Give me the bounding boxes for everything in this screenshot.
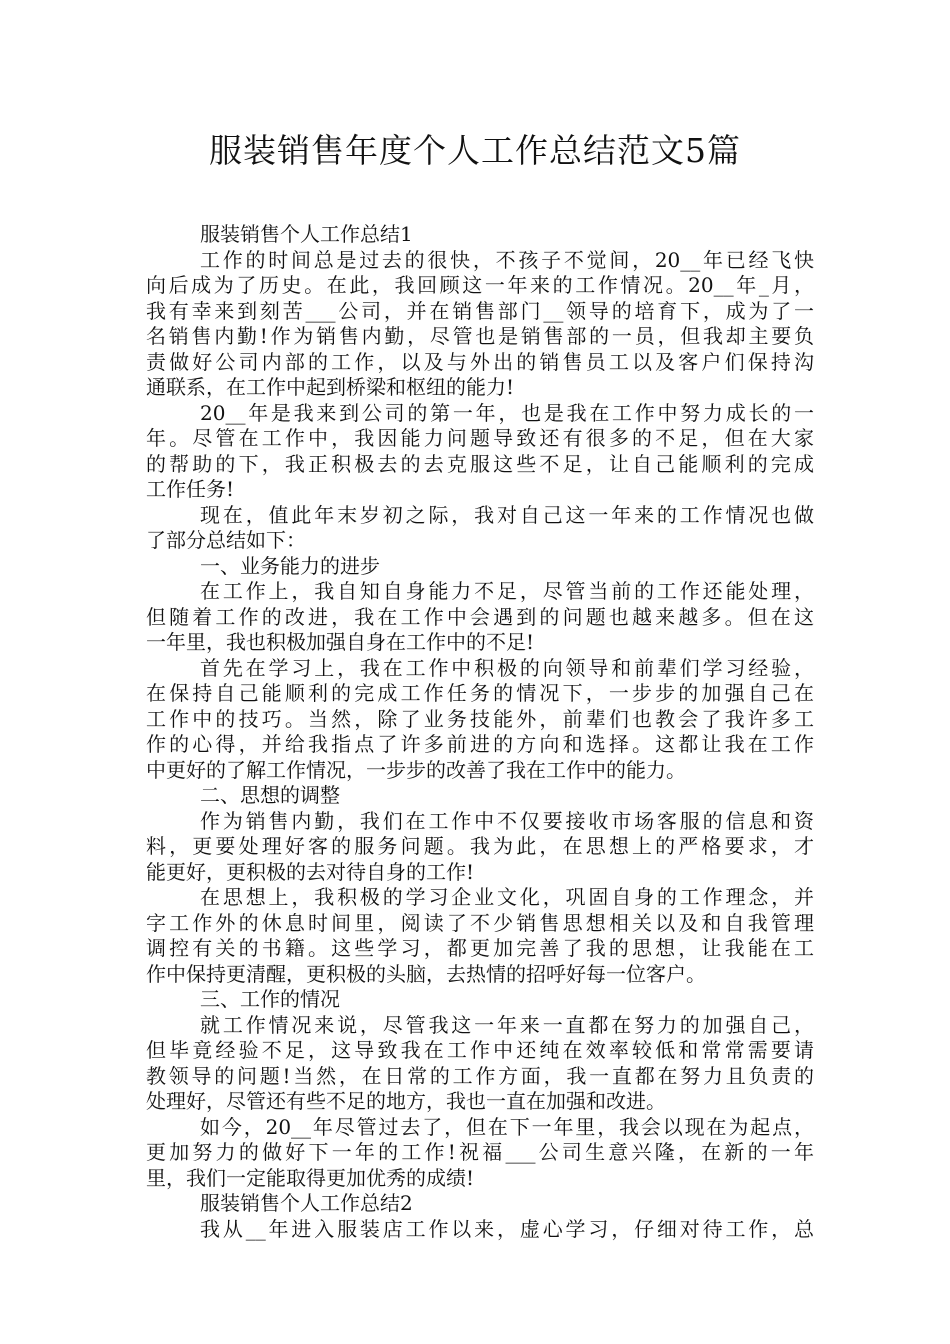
text-line: 在保持自己能顺利的完成工作任务的情况下，一步步的加强自己在 bbox=[146, 681, 814, 705]
text-line: 字工作外的休息时间里，阅读了不少销售思想相关以及和自我管理 bbox=[146, 910, 814, 935]
text-line: 在思想上，我积极的学习企业文化，巩固自身的工作理念，并 bbox=[200, 885, 814, 909]
text-line: 处理好，尽管还有些不足的地方，我也一直在加强和改进。 bbox=[146, 1089, 666, 1113]
text-line: 三、工作的情况 bbox=[200, 987, 340, 1011]
text-line: 工作任务! bbox=[146, 477, 235, 501]
text-line: 的帮助的下，我正积极去的去克服这些不足，让自己能顺利的完成 bbox=[146, 451, 814, 476]
text-line: 调控有关的书籍。这些学习，都更加完善了我的思想，让我能在工 bbox=[146, 936, 814, 960]
text-line: 向后成为了历史。在此，我回顾这一年来的工作情况。20__年_月， bbox=[146, 273, 814, 297]
text-line: 中更好的了解工作情况，一步步的改善了我在工作中的能力。 bbox=[146, 757, 686, 782]
text-line: 一年里，我也积极加强自身在工作中的不足! bbox=[146, 630, 535, 654]
document-body bbox=[146, 222, 814, 1242]
text-line: 但随着工作的改进，我在工作中会遇到的问题也越来越多。但在这 bbox=[146, 604, 814, 629]
text-line: 我有幸来到刻苦___公司，并在销售部门__领导的培育下，成为了一 bbox=[146, 298, 814, 323]
text-line: 教领导的问题!当然，在日常的工作方面，我一直都在努力且负责的 bbox=[146, 1063, 814, 1088]
text-line: 年。尽管在工作中，我因能力问题导致还有很多的不足，但在大家 bbox=[146, 426, 814, 450]
text-line: 责做好公司内部的工作，以及与外出的销售员工以及客户们保持沟 bbox=[146, 349, 814, 374]
text-line: 就工作情况来说，尽管我这一年来一直都在努力的加强自己， bbox=[200, 1012, 814, 1037]
text-line: 工作中的技巧。当然，除了业务技能外，前辈们也教会了我许多工 bbox=[146, 706, 814, 731]
text-line: 名销售内勤!作为销售内勤，尽管也是销售部的一员，但我却主要负 bbox=[146, 324, 814, 348]
text-line: 作为销售内勤，我们在工作中不仅要接收市场客服的信息和资 bbox=[200, 808, 814, 833]
text-line: 在工作上，我自知自身能力不足，尽管当前的工作还能处理， bbox=[200, 579, 814, 603]
text-line: 工作的时间总是过去的很快，不孩子不觉间，20__年已经飞快 bbox=[200, 247, 814, 272]
text-line: 能更好，更积极的去对待自身的工作! bbox=[146, 859, 475, 884]
text-line: 服装销售个人工作总结1 bbox=[200, 222, 413, 246]
text-line: 了部分总结如下： bbox=[146, 528, 306, 552]
text-line: 料，更要处理好客的服务问题。我为此，在思想上的严格要求，才 bbox=[146, 834, 814, 858]
text-line: 如今，20__年尽管过去了，但在下一年里，我会以现在为起点， bbox=[200, 1114, 814, 1139]
text-line: 里，我们一定能取得更加优秀的成绩! bbox=[146, 1165, 475, 1190]
text-line: 通联系，在工作中起到桥梁和枢纽的能力! bbox=[146, 375, 515, 399]
text-line: 首先在学习上，我在工作中积极的向领导和前辈们学习经验， bbox=[200, 655, 814, 680]
text-line: 现在，值此年末岁初之际，我对自己这一年来的工作情况也做 bbox=[200, 502, 814, 527]
page-title: 服装销售年度个人工作总结范文5篇 bbox=[209, 131, 741, 170]
text-line: 更加努力的做好下一年的工作!祝福___公司生意兴隆，在新的一年 bbox=[146, 1140, 814, 1164]
text-line: 服装销售个人工作总结2 bbox=[200, 1191, 413, 1215]
text-line: 但毕竟经验不足，这导致我在工作中还纯在效率较低和常常需要请 bbox=[146, 1038, 814, 1062]
text-line: 20__年是我来到公司的第一年，也是我在工作中努力成长的一 bbox=[200, 400, 814, 425]
text-line: 作的心得，并给我指点了许多前进的方向和选择。这都让我在工作 bbox=[146, 732, 814, 756]
text-line: 二、思想的调整 bbox=[200, 783, 340, 807]
text-line: 我从__年进入服装店工作以来，虚心学习，仔细对待工作，总 bbox=[200, 1216, 814, 1241]
text-line: 作中保持更清醒，更积极的头脑，去热情的招呼好每一位客户。 bbox=[146, 961, 706, 986]
text-line: 一、业务能力的进步 bbox=[200, 553, 380, 578]
